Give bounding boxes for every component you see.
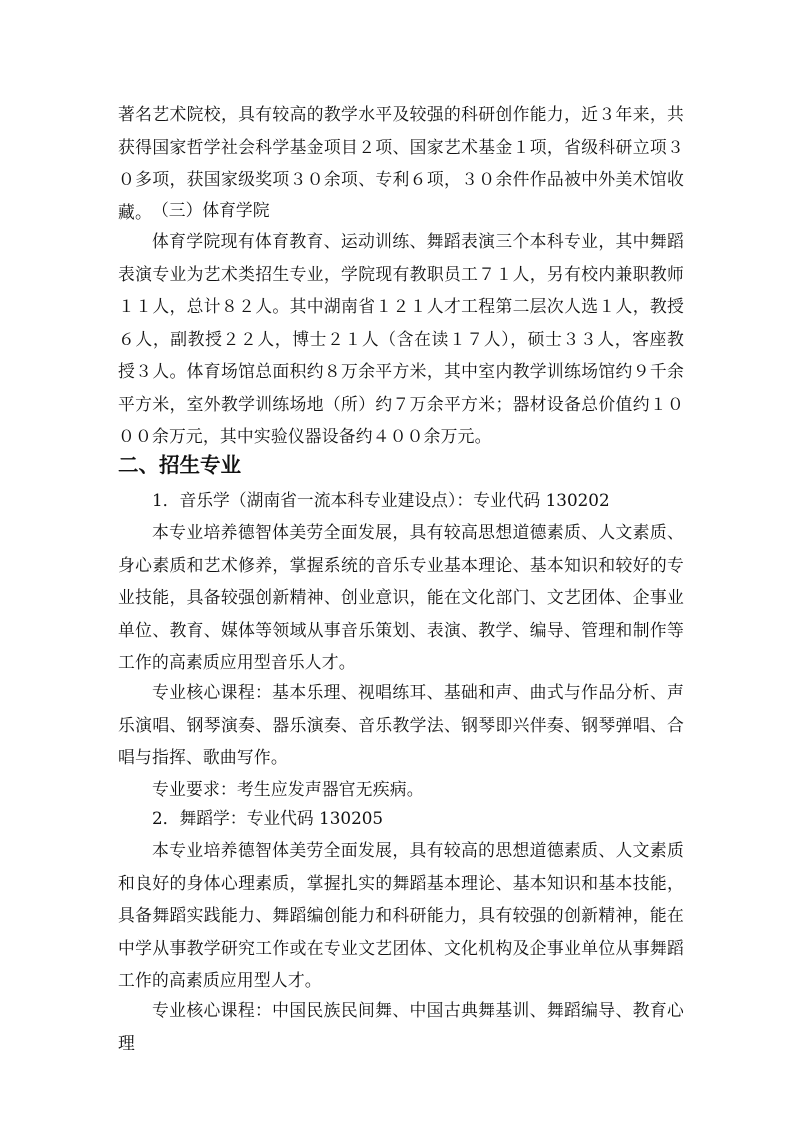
paragraph-dance-description: 本专业培养德智体美劳全面发展，具有较高的思想道德素质、人文素质和良好的身体心理素质，掌握扎实的舞蹈基本理论、基本知识和基本技能，具备舞蹈实践能力、舞蹈编创能力和科研能力，具有较强的创新精神，能在中学从事教学研究工作或在专业文艺团体、文化机构及企事业单位从事舞蹈工作的高素质应用型人才。 bbox=[118, 840, 684, 990]
paragraph-intro: 著名艺术院校，具有较高的教学水平及较强的科研创作能力，近３年来，共获得国家哲学社会科学基金项目２项、国家艺术基金１项，省级科研立项３０多项，获国家级奖项３０余项、专利６项，３０余件作品被中外美术馆收藏。 bbox=[118, 104, 684, 222]
paragraph-music-courses: 专业核心课程：基本乐理、视唱练耳、基础和声、曲式与作品分析、声乐演唱、钢琴演奏、器乐演奏、音乐教学法、钢琴即兴伴奏、钢琴弹唱、合唱与指挥、歌曲写作。 bbox=[118, 682, 684, 767]
paragraph-dance-courses: 专业核心课程：中国民族民间舞、中国古典舞基训、舞蹈编导、教育心理 bbox=[118, 1000, 684, 1053]
paragraph-music-requirements: 专业要求：考生应发声器官无疾病。 bbox=[152, 779, 424, 799]
section-heading-majors: 二、招生专业 bbox=[118, 453, 241, 477]
paragraph-sports-college: 体育学院现有体育教育、运动训练、舞蹈表演三个本科专业，其中舞蹈表演专业为艺术类招生专业，学院现有教职员工７１人，另有校内兼职教师１１人，总计８２人。其中湖南省１２１人才工程第二层次人选１人，教授６人，副教授２２人，博士２１人（含在读１７人），硕士３３人，客座教授３人。体育场馆总面积约８万余平方米，其中室内教学训练场馆约９千余平方米，室外教学训练场地（所）约７万余平方米；器材设备总价值约１０００余万元，其中实验仪器设备约４００余万元。 bbox=[118, 231, 684, 446]
major-item-music: 1．音乐学（湖南省一流本科专业建设点）：专业代码 130202 bbox=[152, 490, 610, 510]
subsection-heading-sports-college: （三）体育学院 bbox=[152, 200, 270, 220]
paragraph-music-description: 本专业培养德智体美劳全面发展，具有较高思想道德素质、人文素质、身心素质和艺术修养，掌握系统的音乐专业基本理论、基本知识和较好的专业技能，具备较强创新精神、创业意识，能在文化部门、文艺团体、企事业单位、教育、媒体等领域从事音乐策划、表演、教学、编导、管理和制作等工作的高素质应用型音乐人才。 bbox=[118, 522, 684, 672]
major-item-dance: 2．舞蹈学：专业代码 130205 bbox=[152, 808, 384, 828]
